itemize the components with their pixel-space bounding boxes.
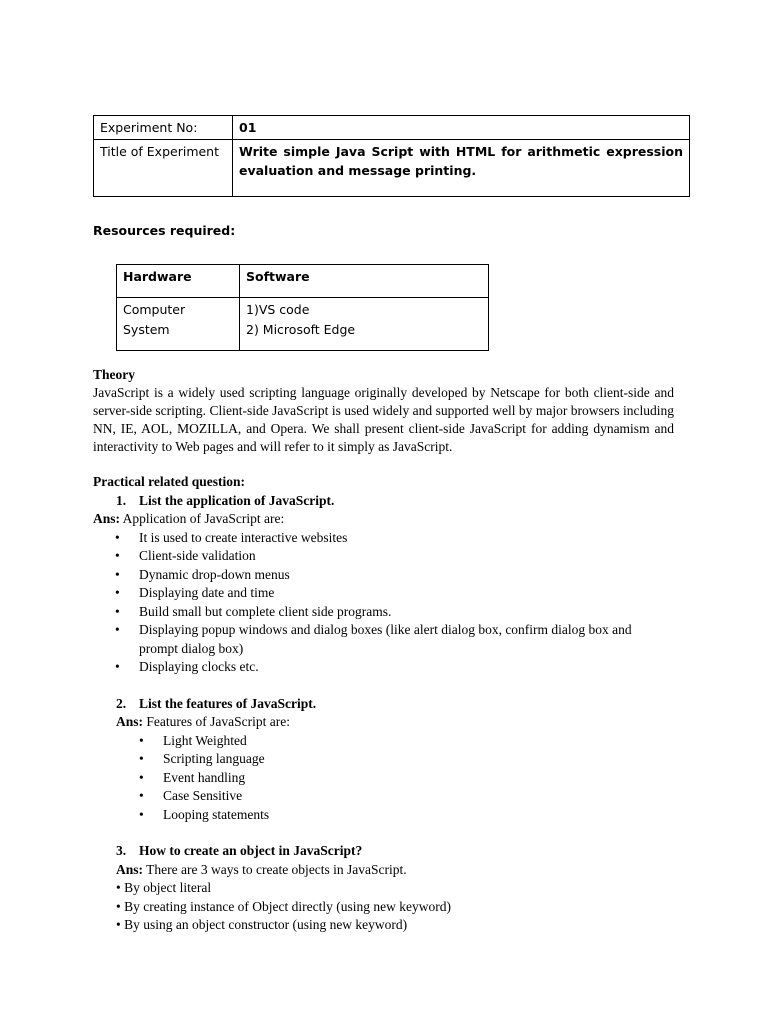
practical-heading: Practical related question: [93,474,245,489]
list-item: • Light Weighted [93,732,674,751]
list-item: • By using an object constructor (using new keyword) [116,917,408,932]
resources-table [116,264,489,351]
experiment-title-value: Write simple Java Script with HTML for arithmetic expression evaluation and message printing. [233,140,690,197]
list-item: • It is used to create interactive websites [93,529,674,548]
answer-1-intro [93,510,674,529]
experiment-table [93,115,690,197]
answer-text: Application of JavaScript are: [120,511,285,526]
list-item: • Scripting language [93,750,674,769]
hardware-header: Hardware [117,265,240,298]
answer-text: There are 3 ways to create objects in JavaScript. [143,861,407,877]
question-text: How to create an object in JavaScript? [139,843,363,858]
question-number: 3. [116,843,127,858]
software-values [240,298,489,351]
question-number: 2. [116,695,127,711]
list-item: • Displaying clocks etc. [93,658,674,677]
question-text: List the application of JavaScript. [139,492,335,508]
list-item: • Displaying popup windows and dialog boxes (like alert dialog box, confirm dialog box and prompt dialog box) [93,621,674,658]
answer-label: Ans: [116,861,144,877]
experiment-title-label: Title of Experiment [94,140,233,197]
software-header: Software [240,265,489,298]
list-item: • Dynamic drop-down menus [93,566,674,585]
question-number: 1. [116,492,127,508]
software-item: 1)VS code [246,302,310,317]
resources-label: Resources required: [93,223,236,238]
experiment-no-row [94,116,690,140]
answer-1-list [93,529,674,677]
resources-data-row [117,298,489,351]
experiment-title-row [94,140,690,197]
list-item: • Looping statements [93,806,674,825]
hardware-value: Computer System [117,298,240,351]
question-1-title [93,492,674,511]
theory-title: Theory [93,367,135,382]
list-item: • Event handling [93,769,674,788]
list-item: • Case Sensitive [93,787,674,806]
list-item: • Client-side validation [93,547,674,566]
answer-text: Features of JavaScript are: [143,714,290,729]
answer-label: Ans: [93,511,121,526]
list-item: • By object literal [116,880,212,895]
resources-header-row [117,265,489,298]
list-item: • Build small but complete client side programs. [93,603,674,622]
experiment-no-value: 01 [233,116,690,140]
question-2-title [93,695,674,714]
practical-section [93,473,674,935]
theory-section [93,366,674,456]
theory-text: JavaScript is a widely used scripting language originally developed by Netscape for both client-side and server-side scripting. Client-side JavaScript is used widely and supported well by major browsers including NN, IE, AOL, MOZILLA, and Opera. We shall present client-side JavaScript for adding dynamism and interactivity to Web pages and will refer to it simply as JavaScript. [93,385,674,454]
answer-2-list [93,732,674,825]
answer-2-intro [93,713,674,732]
software-item: 2) Microsoft Edge [246,322,356,337]
answer-3-intro [93,861,674,880]
answer-label: Ans: [116,714,144,729]
list-item: • By creating instance of Object directly (using new keyword) [116,898,451,914]
list-item: • Displaying date and time [93,584,674,603]
experiment-no-label: Experiment No: [94,116,233,140]
question-text: List the features of JavaScript. [139,695,317,711]
question-3-title [93,842,674,861]
